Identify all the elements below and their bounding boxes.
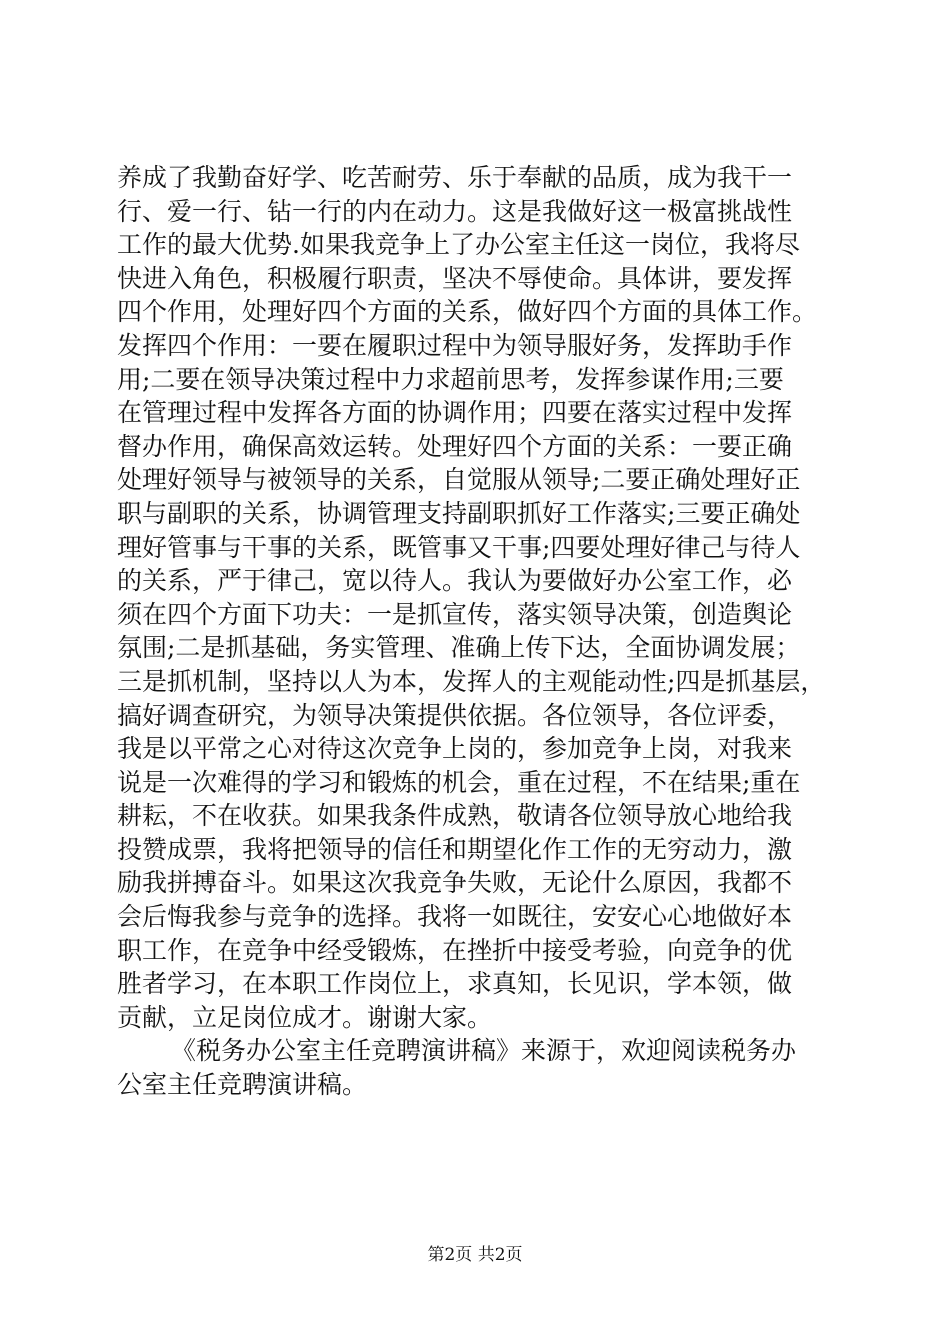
body-line: 须在四个方面下功夫：一是抓宣传，落实领导决策，创造舆论: [117, 599, 793, 629]
body-line: 三是抓机制，坚持以人为本，发挥人的主观能动性;四是抓基层，: [117, 666, 826, 696]
body-line: 我是以平常之心对待这次竞争上岗的，参加竞争上岗，对我来: [117, 734, 793, 764]
body-line: 胜者学习，在本职工作岗位上，求真知，长见识，学本领，做: [117, 969, 793, 999]
closing-paragraph-line: 《税务办公室主任竞聘演讲稿》来源于，欢迎阅读税务办: [171, 1036, 797, 1066]
body-line: 发挥四个作用：一要在履职过程中为领导服好务，发挥助手作: [117, 330, 793, 360]
body-line: 四个作用，处理好四个方面的关系，做好四个方面的具体工作。: [117, 297, 818, 327]
body-line: 励我拼搏奋斗。如果这次我竞争失败，无论什么原因，我都不: [117, 868, 793, 898]
body-line: 职工作，在竞争中经受锻炼，在挫折中接受考验，向竞争的优: [117, 935, 793, 965]
body-line: 氛围;二是抓基础，务实管理、准确上传下达，全面协调发展；: [117, 633, 801, 663]
closing-paragraph-line: 公室主任竞聘演讲稿。: [117, 1070, 368, 1100]
body-line: 的关系，严于律己，宽以待人。我认为要做好办公室工作，必: [117, 566, 793, 596]
body-line: 行、爱一行、钻一行的内在动力。这是我做好这一极富挑战性: [117, 196, 793, 226]
body-line: 说是一次难得的学习和锻炼的机会，重在过程，不在结果;重在: [117, 767, 801, 797]
body-line: 职与副职的关系，协调管理支持副职抓好工作落实;三要正确处: [117, 498, 801, 528]
body-line: 用;二要在领导决策过程中力求超前思考，发挥参谋作用;三要: [117, 364, 784, 394]
body-line: 耕耘，不在收获。如果我条件成熟，敬请各位领导放心地给我: [117, 801, 793, 831]
body-line: 督办作用，确保高效运转。处理好四个方面的关系：一要正确: [117, 431, 793, 461]
body-line: 在管理过程中发挥各方面的协调作用；四要在落实过程中发挥: [117, 398, 793, 428]
body-line: 会后悔我参与竞争的选择。我将一如既往，安安心心地做好本: [117, 902, 793, 932]
body-line: 贡献，立足岗位成才。谢谢大家。: [117, 1002, 493, 1032]
body-line: 养成了我勤奋好学、吃苦耐劳、乐于奉献的品质，成为我干一: [117, 163, 793, 192]
document-body: [117, 161, 857, 1102]
body-line: 投赞成票，我将把领导的信任和期望化作工作的无穷动力，激: [117, 834, 793, 864]
page-number-footer: 第2页 共2页: [427, 1245, 523, 1265]
body-line: 理好管事与干事的关系，既管事又干事;四要处理好律己与待人: [117, 532, 801, 562]
body-line: 工作的最大优势.如果我竞争上了办公室主任这一岗位，我将尽: [117, 230, 800, 260]
body-line: 快进入角色，积极履行职责，坚决不辱使命。具体讲，要发挥: [117, 263, 793, 293]
body-line: 搞好调查研究，为领导决策提供依据。各位领导，各位评委，: [117, 700, 793, 730]
body-line: 处理好领导与被领导的关系，自觉服从领导;二要正确处理好正: [117, 465, 801, 495]
